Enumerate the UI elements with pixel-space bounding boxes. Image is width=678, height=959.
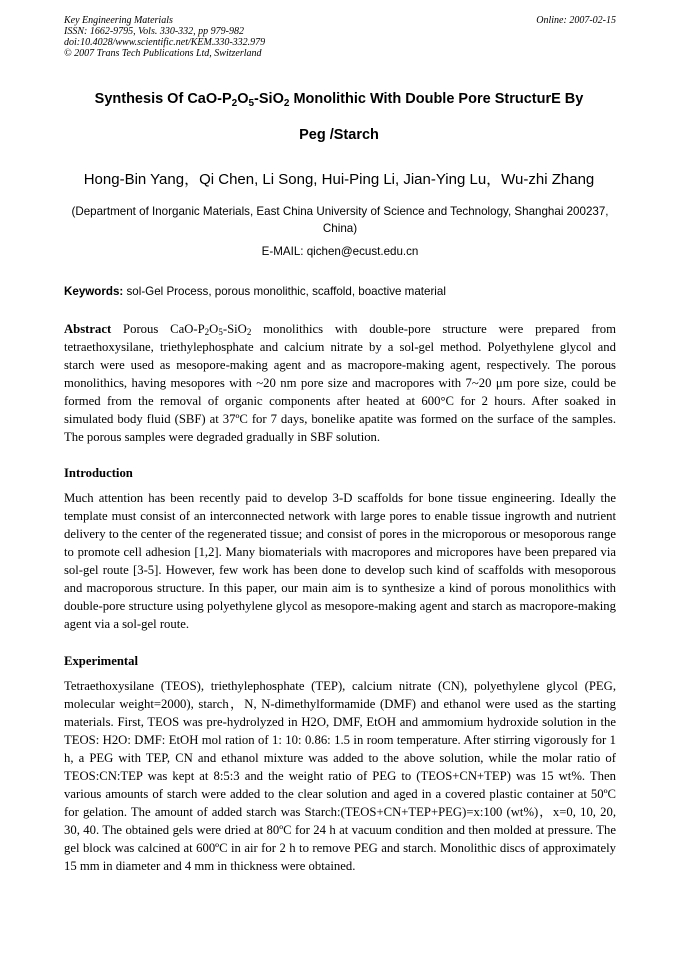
abstract-sub-1: 2 [204,327,210,337]
title-part-2: O [237,91,249,107]
affiliation: (Department of Inorganic Materials, East China University of Science and Technology, Shanghai 200237, China) [71,205,609,235]
title-sub-3: 2 [283,98,290,109]
title-part-4: Monolithic With Double Pore StructurE By [289,91,584,107]
paper-title-line-2: Peg /Starch [299,127,379,143]
abstract-label: Abstract [64,322,112,336]
introduction-heading: Introduction [64,466,133,480]
title-sub-1: 2 [231,98,238,109]
abstract-part-2: O [209,322,219,336]
abstract-part-4: monolithics with double-pore structure were prepared from tetraethoxysilane, triethylephosphate and calcium nitrate by a sol-gel method. Polyethylene glycol and starch were used as mesopore-making agent and as macropore-making agent, respectively. The porous monolithics, having mesopores with ~20 nm pore size and macropores with 7~20 μm pore size, could be formed from the removal of organic components after heated at 600°C for 2 hours. After soaked in simulated body fluid (SBF) at 37ºC for 7 days, bonelike apatite was formed on the surface of the samples. The porous samples were degraded gradually in SBF solution. [64,322,616,444]
abstract-sub-2: 5 [218,327,223,337]
doi-line: doi:10.4028/www.scientific.net/KEM.330-332.979 [64,37,266,48]
abstract-part-1: Porous CaO-P [111,322,205,336]
authors: Hong-Bin Yang，Qi Chen, Li Song, Hui-Ping Li, Jian-Ying Lu，Wu-zhi Zhang [83,171,595,188]
abstract-part-3: -SiO [222,322,247,336]
online-date: Online: 2007-02-15 [536,15,616,26]
journal-header [64,15,616,59]
title-sub-2: 5 [248,98,255,109]
experimental-text: Tetraethoxysilane (TEOS), triethylephosphate (TEP), calcium nitrate (CN), polyethylene glycol (PEG, molecular weight=2000), starch，N, N-dimethylformamide (DMF) and ethanol were used as the starting materials. First, TEOS was pre-hydrolyzed in H2O, DMF, EtOH and ammomium hydroxide solution in the TEOS: H2O: DMF: EtOH mol ration of 1: 10: 0.86: 1.5 in room temperature. After stirring vigorously for 1 h, a PEG with TEP, CN and ethanol mixture was added to the above solution, while the molar ratio of TEOS:CN:TEP was kept at 8:5:3 and the weight ratio of PEG to (TEOS+CN+TEP) was 15 wt%. Then various amounts of starch were added to the clear solution and aged in a covered plastic container at 50ºC for gelation. The amount of added starch was Starch:(TEOS+CN+TEP+PEG)=x:100 (wt%)，x=0, 10, 20, 30, 40. The obtained gels were dried at 80ºC for 24 h at vacuum condition and then molded at pressure. The gel block was calcined at 600ºC in air for 2 h to remove PEG and starch. Monolithic discs of approximately 15 mm in diameter and 4 mm in thickness were obtained. [64,679,616,873]
title-part-3: -SiO [254,91,284,107]
introduction-text: Much attention has been recently paid to develop 3-D scaffolds for bone tissue engineering. Ideally the template must consist of an interconnected network with large pores to enable tissue ingrowth and nutrient delivery to the center of the regenerated tissue; and consist of pores in the microporous or mesoporous range to promote cell adhesion [1,2]. Many biomaterials with macropores and micropores have been prepared via sol-gel route [3-5]. However, few work has been done to develop such kind of scaffolds with mesoporous and macroporous structure. In this paper, our main aim is to synthesize a kind of porous monolithics with double-pore structure using polyethylene glycol as mesopore-making agent and starch as macropore-making agent via a sol-gel route. [64,491,616,631]
contact-email: E-MAIL: qichen@ecust.edu.cn [261,245,419,258]
keywords-label: Keywords: [64,285,124,298]
keywords [64,285,616,298]
issn-line: ISSN: 1662-9795, Vols. 330-332, pp 979-982 [64,26,244,37]
experimental-heading: Experimental [64,654,139,668]
copyright-line: © 2007 Trans Tech Publications Ltd, Switzerland [64,48,262,59]
keywords-text: sol-Gel Process, porous monolithic, scaffold, boactive material [123,285,446,298]
abstract-sub-3: 2 [246,327,252,337]
title-part-1: Synthesis Of CaO-P [94,91,232,107]
paper-title-line-1 [40,91,638,107]
abstract [64,320,616,446]
journal-name: Key Engineering Materials [64,15,173,26]
